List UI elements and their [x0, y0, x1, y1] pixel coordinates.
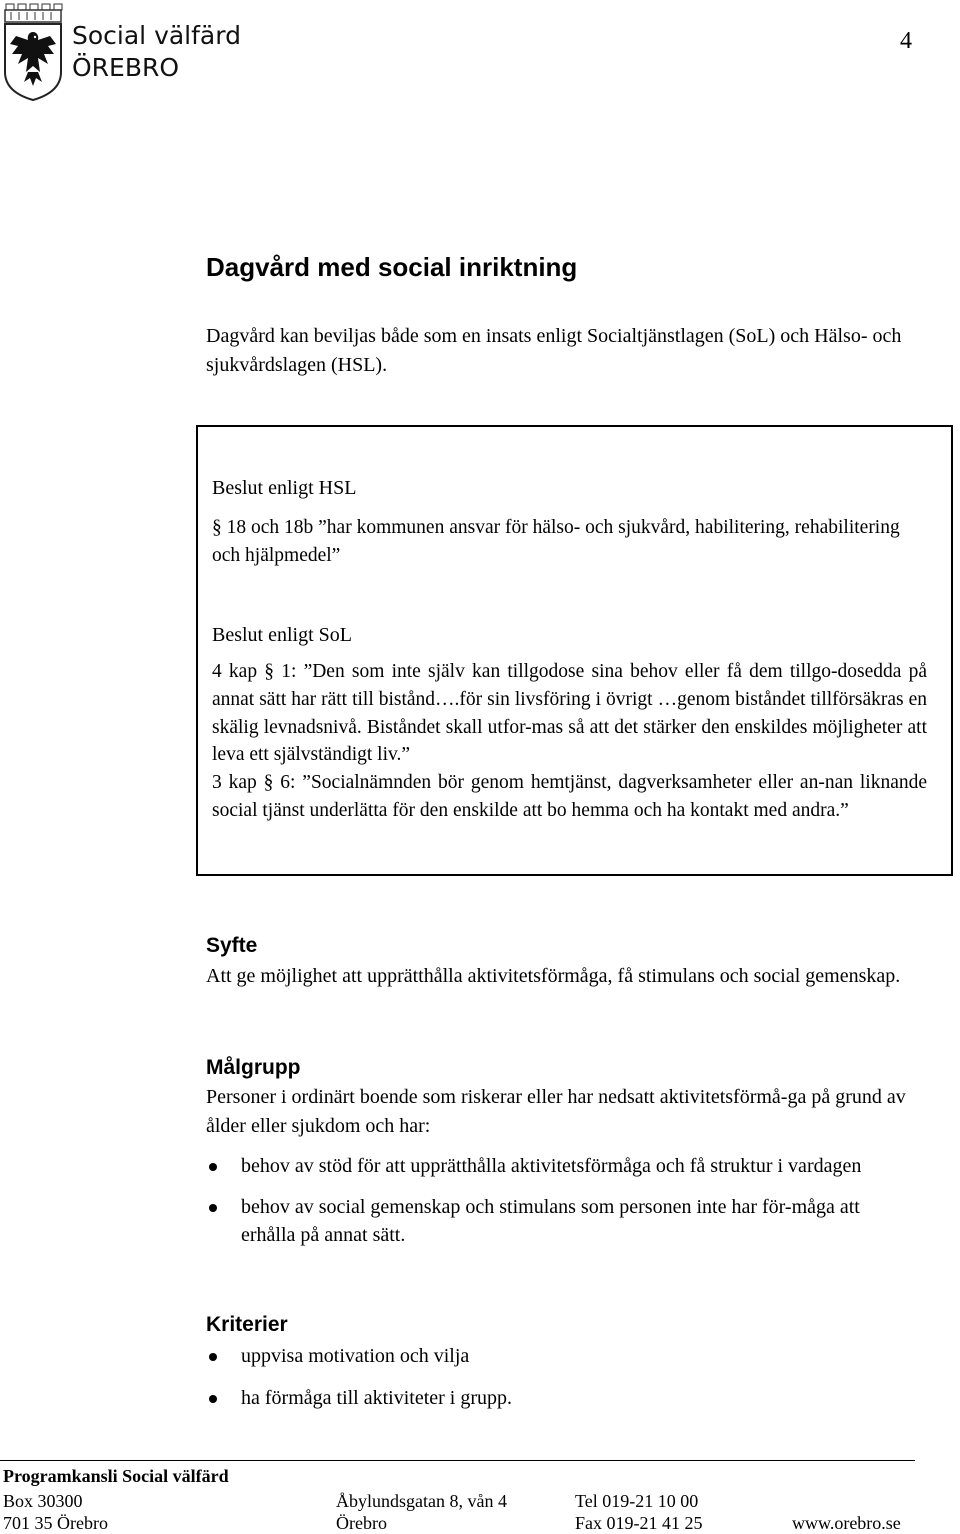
footer-fax: Fax 019-21 41 25: [575, 1513, 703, 1533]
hsl-heading: Beslut enligt HSL: [212, 477, 357, 499]
syfte-heading: Syfte: [206, 934, 258, 957]
sol-text-4-kap: 4 kap § 1: ”Den som inte själv kan tillgodose sina behov eller få dem tillgo-dosedda på annat sätt har rätt till bistånd….för sin livsföring i övrigt …genom biståndet tillförsäkras en skälig levnadsnivå. Biståndet skall utfor-mas så att det stärker den enskildes möjligheter att leva ett självständigt liv.”: [212, 661, 927, 766]
sol-heading: Beslut enligt SoL: [212, 624, 352, 646]
intro-paragraph: Dagvård kan beviljas både som en insats enligt Socialtjänstlagen (SoL) och Hälso- och sjukvårdslagen (HSL).: [206, 325, 902, 376]
legal-basis-box: [196, 425, 953, 876]
footer-city: Örebro: [336, 1513, 387, 1533]
organization-name-line1: Social välfärd: [72, 21, 241, 50]
syfte-text: Att ge möjlighet att upprätthålla aktivitetsförmåga, få stimulans och social gemenskap.: [206, 965, 901, 987]
footer-website-link[interactable]: www.orebro.se: [792, 1513, 901, 1533]
hsl-text: § 18 och 18b ”har kommunen ansvar för hälso- och sjukvård, habilitering, rehabilitering och hjälpmedel”: [212, 517, 900, 566]
footer-street: Åbylundsgatan 8, vån 4: [336, 1491, 507, 1511]
list-item: ha förmåga till aktiviteter i grupp.: [206, 1384, 896, 1413]
page-number: 4: [900, 28, 912, 54]
kriterier-list: [206, 1342, 896, 1412]
footer-tel: Tel 019-21 10 00: [575, 1491, 699, 1511]
list-item: behov av social gemenskap och stimulans som personen inte har för-måga att erhålla på annat sätt.: [206, 1193, 896, 1250]
orebro-coat-of-arms-logo: [2, 2, 64, 102]
organization-name: [72, 20, 241, 84]
organization-name-line2: ÖREBRO: [72, 53, 180, 82]
footer-office-name: Programkansli Social välfärd: [3, 1466, 229, 1486]
kriterier-heading: Kriterier: [206, 1313, 288, 1336]
malgrupp-heading: Målgrupp: [206, 1056, 301, 1079]
footer-divider: [0, 1460, 915, 1461]
document-title: Dagvård med social inriktning: [206, 252, 578, 282]
page-header: [0, 0, 960, 110]
footer-box: Box 30300: [3, 1491, 83, 1511]
malgrupp-list: [206, 1152, 896, 1250]
list-item: uppvisa motivation och vilja: [206, 1342, 896, 1371]
malgrupp-text: Personer i ordinärt boende som riskerar eller har nedsatt aktivitetsförmå-ga på grund av ålder eller sjukdom och har:: [206, 1086, 906, 1137]
footer-postal: 701 35 Örebro: [3, 1513, 108, 1533]
sol-text-3-kap: 3 kap § 6: ”Socialnämnden bör genom hemtjänst, dagverksamheter eller an-nan liknande social tjänst underlätta för den enskilde att bo hemma och ha kontakt med andra.”: [212, 772, 927, 821]
list-item: behov av stöd för att upprätthålla aktivitetsförmåga och få struktur i vardagen: [206, 1152, 896, 1181]
